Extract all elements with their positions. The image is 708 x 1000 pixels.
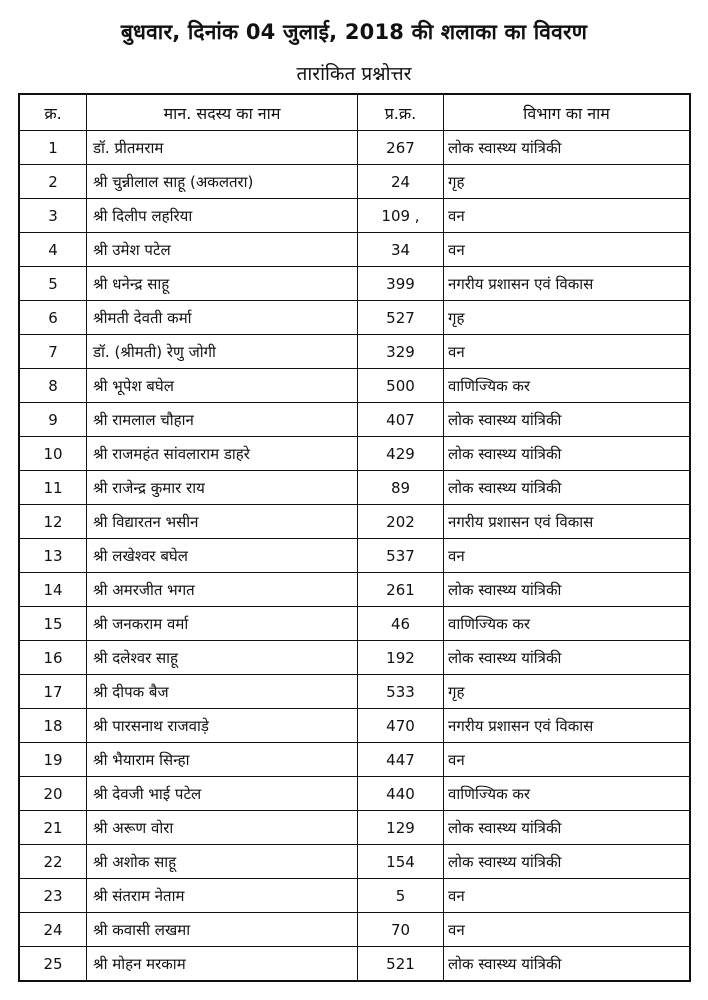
serial-cell: 5 [19,267,87,301]
question-number-cell: 70 [358,913,444,947]
member-name-cell: श्री भैयाराम सिन्हा [87,743,358,777]
department-cell: लोक स्वास्थ्य यांत्रिकी [444,845,691,879]
serial-cell: 14 [19,573,87,607]
member-name-cell: श्री कवासी लखमा [87,913,358,947]
table-row [19,573,690,607]
member-name-cell: श्री विद्यारतन भसीन [87,505,358,539]
member-name-cell: श्री लखेश्वर बघेल [87,539,358,573]
question-number-cell: 5 [358,879,444,913]
department-cell: लोक स्वास्थ्य यांत्रिकी [444,403,691,437]
question-number-cell: 24 [358,165,444,199]
column-header-serial: क्र. [19,94,87,131]
department-cell: लोक स्वास्थ्य यांत्रिकी [444,641,691,675]
department-cell: लोक स्वास्थ्य यांत्रिकी [444,573,691,607]
question-number-cell: 154 [358,845,444,879]
serial-cell: 19 [19,743,87,777]
question-number-cell: 527 [358,301,444,335]
serial-cell: 13 [19,539,87,573]
serial-cell: 18 [19,709,87,743]
member-name-cell: श्री धनेन्द्र साहू [87,267,358,301]
member-name-cell: श्री जनकराम वर्मा [87,607,358,641]
page-subtitle: तारांकित प्रश्नोत्तर [296,63,412,85]
table-header-row [19,94,690,131]
column-header-department: विभाग का नाम [444,94,691,131]
table-row [19,369,690,403]
table-row [19,471,690,505]
question-number-cell: 447 [358,743,444,777]
member-name-cell: श्री दिलीप लहरिया [87,199,358,233]
table-row [19,913,690,947]
member-name-cell: श्री मोहन मरकाम [87,947,358,982]
serial-cell: 23 [19,879,87,913]
member-name-cell: श्री राजेन्द्र कुमार राय [87,471,358,505]
department-cell: गृह [444,675,691,709]
department-cell: वन [444,913,691,947]
table-row [19,641,690,675]
member-name-cell: श्रीमती देवती कर्मा [87,301,358,335]
serial-cell: 4 [19,233,87,267]
question-number-cell: 533 [358,675,444,709]
question-number-cell: 192 [358,641,444,675]
table-row [19,165,690,199]
table-row [19,437,690,471]
serial-cell: 6 [19,301,87,335]
department-cell: वाणिज्यिक कर [444,607,691,641]
serial-cell: 24 [19,913,87,947]
serial-cell: 1 [19,131,87,165]
table-row [19,505,690,539]
table-row [19,675,690,709]
member-name-cell: श्री चुन्नीलाल साहू (अकलतरा) [87,165,358,199]
question-number-cell: 500 [358,369,444,403]
member-name-cell: डॉ. प्रीतमराम [87,131,358,165]
question-number-cell: 109 , [358,199,444,233]
department-cell: वन [444,539,691,573]
question-number-cell: 429 [358,437,444,471]
table-row [19,743,690,777]
question-number-cell: 399 [358,267,444,301]
table-row [19,131,690,165]
department-cell: वन [444,335,691,369]
department-cell: लोक स्वास्थ्य यांत्रिकी [444,947,691,982]
member-name-cell: श्री उमेश पटेल [87,233,358,267]
table-row [19,709,690,743]
table-row [19,199,690,233]
question-number-cell: 89 [358,471,444,505]
member-name-cell: श्री भूपेश बघेल [87,369,358,403]
serial-cell: 16 [19,641,87,675]
question-number-cell: 470 [358,709,444,743]
department-cell: वन [444,743,691,777]
table-row [19,539,690,573]
member-name-cell: श्री दलेश्वर साहू [87,641,358,675]
department-cell: वन [444,233,691,267]
department-cell: लोक स्वास्थ्य यांत्रिकी [444,437,691,471]
department-cell: वन [444,879,691,913]
serial-cell: 15 [19,607,87,641]
member-name-cell: श्री देवजी भाई पटेल [87,777,358,811]
question-number-cell: 261 [358,573,444,607]
page-title: बुधवार, दिनांक 04 जुलाई, 2018 की शलाका का विवरण [120,20,588,44]
department-cell: नगरीय प्रशासन एवं विकास [444,505,691,539]
question-number-cell: 267 [358,131,444,165]
serial-cell: 20 [19,777,87,811]
question-number-cell: 329 [358,335,444,369]
serial-cell: 7 [19,335,87,369]
serial-cell: 17 [19,675,87,709]
serial-cell: 8 [19,369,87,403]
column-header-member-name: मान. सदस्य का नाम [87,94,358,131]
serial-cell: 9 [19,403,87,437]
department-cell: गृह [444,301,691,335]
department-cell: वाणिज्यिक कर [444,369,691,403]
member-name-cell: श्री दीपक बैज [87,675,358,709]
question-number-cell: 202 [358,505,444,539]
serial-cell: 10 [19,437,87,471]
table-row [19,811,690,845]
table-row [19,335,690,369]
department-cell: लोक स्वास्थ्य यांत्रिकी [444,811,691,845]
table-row [19,267,690,301]
question-number-cell: 129 [358,811,444,845]
table-row [19,879,690,913]
table-body [19,131,690,982]
table-row [19,403,690,437]
table-row [19,947,690,982]
member-name-cell: श्री पारसनाथ राजवाड़े [87,709,358,743]
question-number-cell: 521 [358,947,444,982]
department-cell: नगरीय प्रशासन एवं विकास [444,267,691,301]
member-name-cell: श्री संतराम नेताम [87,879,358,913]
question-number-cell: 440 [358,777,444,811]
department-cell: वन [444,199,691,233]
department-cell: वाणिज्यिक कर [444,777,691,811]
department-cell: नगरीय प्रशासन एवं विकास [444,709,691,743]
serial-cell: 3 [19,199,87,233]
department-cell: लोक स्वास्थ्य यांत्रिकी [444,131,691,165]
question-number-cell: 407 [358,403,444,437]
serial-cell: 12 [19,505,87,539]
serial-cell: 22 [19,845,87,879]
serial-cell: 2 [19,165,87,199]
member-name-cell: श्री अशोक साहू [87,845,358,879]
member-name-cell: श्री रामलाल चौहान [87,403,358,437]
question-number-cell: 46 [358,607,444,641]
member-name-cell: श्री अरूण वोरा [87,811,358,845]
department-cell: लोक स्वास्थ्य यांत्रिकी [444,471,691,505]
column-header-question-number: प्र.क्र. [358,94,444,131]
table-row [19,777,690,811]
member-name-cell: श्री अमरजीत भगत [87,573,358,607]
table-row [19,845,690,879]
question-number-cell: 34 [358,233,444,267]
department-cell: गृह [444,165,691,199]
table-row [19,233,690,267]
table-row [19,607,690,641]
question-number-cell: 537 [358,539,444,573]
questions-table [18,93,691,982]
serial-cell: 11 [19,471,87,505]
table-row [19,301,690,335]
serial-cell: 21 [19,811,87,845]
serial-cell: 25 [19,947,87,982]
member-name-cell: श्री राजमहंत सांवलाराम डाहरे [87,437,358,471]
member-name-cell: डॉ. (श्रीमती) रेणु जोगी [87,335,358,369]
